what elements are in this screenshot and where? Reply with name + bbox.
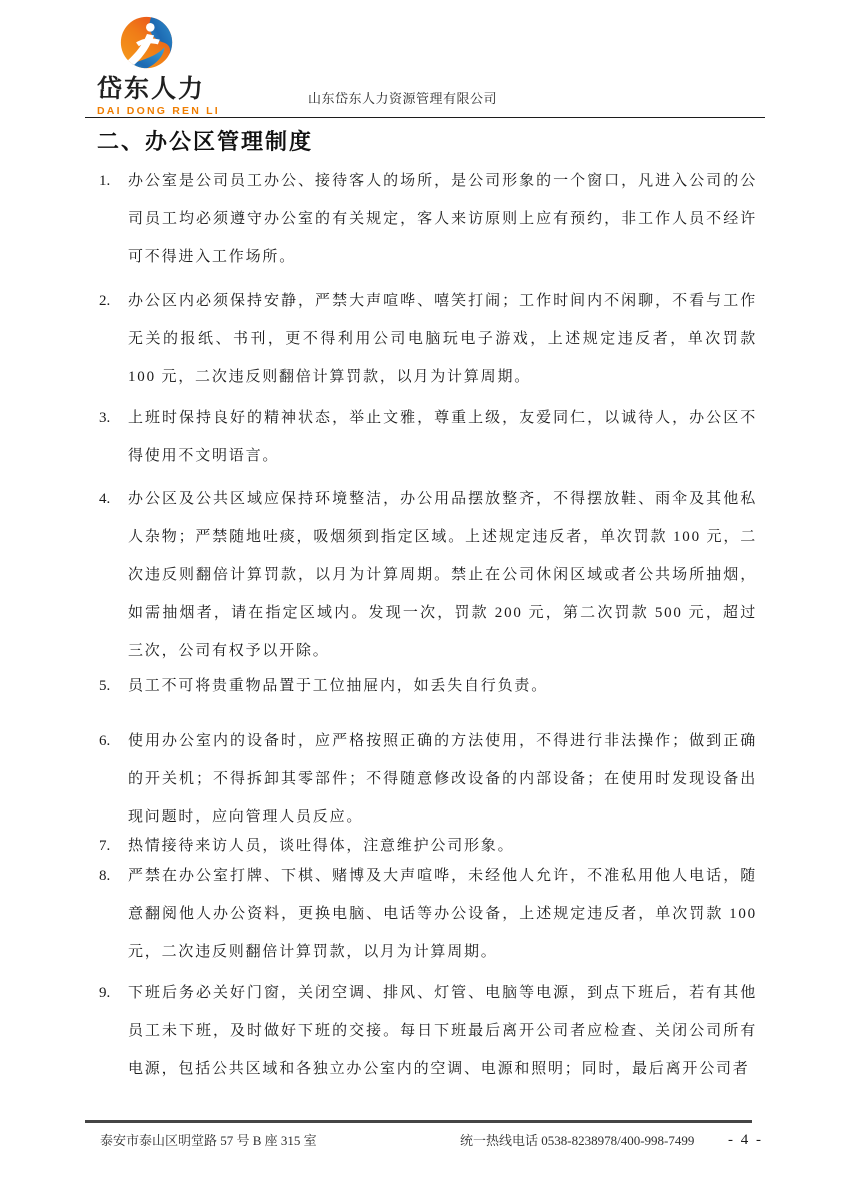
rule-item-9: [97, 974, 757, 1088]
rule-text: 上班时保持良好的精神状态，举止文雅，尊重上级，友爱同仁，以诚待人，办公区不得使用不文明语言。: [128, 410, 757, 464]
rule-number: 8.: [99, 868, 111, 884]
rule-number: 4.: [99, 491, 111, 507]
rule-text: 下班后务必关好门窗，关闭空调、排风、灯管、电脑等电源，到点下班后，若有其他员工未下班，及时做好下班的交接。每日下班最后离开公司者应检查、关闭公司所有电源，包括公共区域和各独立办公室内的空调、电源和照明；同时，最后离开公司者: [128, 985, 757, 1077]
rule-number: 7.: [99, 838, 111, 854]
section-title: 二、办公区管理制度: [97, 129, 314, 154]
rule-item-1: [97, 162, 757, 276]
rule-item-3: [97, 399, 757, 475]
footer-hotline: 统一热线电话 0538-8238978/400-998-7499: [460, 1133, 695, 1148]
rule-item-6: [97, 722, 757, 836]
rule-number: 9.: [99, 985, 111, 1001]
rule-item-8: [97, 857, 757, 971]
page-number: - 4 -: [728, 1132, 763, 1148]
rule-number: 3.: [99, 410, 111, 426]
rule-text: 办公区及公共区域应保持环境整洁，办公用品摆放整齐，不得摆放鞋、雨伞及其他私人杂物；严禁随地吐痰，吸烟须到指定区域。上述规定违反者，单次罚款 100 元，二次违反则翻倍计算罚款，以月为计算周期。禁止在公司休闲区域或者公共场所抽烟，如需抽烟者，请在指定区域内。发现一次，罚款 200 元，第二次罚款 500 元，超过三次，公司有权予以开除。: [128, 491, 757, 659]
rule-number: 1.: [99, 173, 111, 189]
rule-item-2: [97, 282, 757, 396]
logo-tagline: DAI DONG REN LI: [97, 105, 220, 117]
rule-number: 2.: [99, 293, 111, 309]
rules-list: [97, 162, 757, 1088]
footer-address: 泰安市泰山区明堂路 57 号 B 座 315 室: [100, 1133, 317, 1148]
rule-number: 6.: [99, 733, 111, 749]
company-logo: [97, 6, 220, 117]
rule-text: 使用办公室内的设备时，应严格按照正确的方法使用，不得进行非法操作；做到正确的开关机；不得拆卸其零部件；不得随意修改设备的内部设备；在使用时发现设备出现问题时，应向管理人员反应。: [128, 733, 757, 825]
rule-text: 办公室是公司员工办公、接待客人的场所，是公司形象的一个窗口，凡进入公司的公司员工均必须遵守办公室的有关规定，客人来访原则上应有预约，非工作人员不经许可不得进入工作场所。: [128, 173, 757, 265]
rule-text: 办公区内必须保持安静，严禁大声喧哗、嘻笑打闹；工作时间内不闲聊，不看与工作无关的报纸、书刊，更不得利用公司电脑玩电子游戏，上述规定违反者，单次罚款 100 元，二次违反则翻倍计算罚款，以月为计算周期。: [128, 293, 757, 385]
company-name: 山东岱东人力资源管理有限公司: [308, 91, 498, 106]
rule-item-4: [97, 480, 757, 670]
footer-divider: [85, 1120, 752, 1123]
rule-number: 5.: [99, 678, 111, 694]
header-divider: [85, 117, 765, 118]
rule-text: 热情接待来访人员，谈吐得体，注意维护公司形象。: [128, 838, 515, 854]
rule-text: 员工不可将贵重物品置于工位抽屉内，如丢失自行负责。: [128, 678, 549, 694]
rule-text: 严禁在办公室打牌、下棋、赌博及大声喧哗，未经他人允许，不准私用他人电话，随意翻阅他人办公资料，更换电脑、电话等办公设备，上述规定违反者，单次罚款 100 元，二次违反则翻倍计算罚款，以月为计算周期。: [128, 868, 757, 960]
logo-mark-icon: [118, 14, 175, 71]
logo-name: 岱东人力: [97, 76, 206, 103]
rule-item-5: [97, 667, 757, 705]
